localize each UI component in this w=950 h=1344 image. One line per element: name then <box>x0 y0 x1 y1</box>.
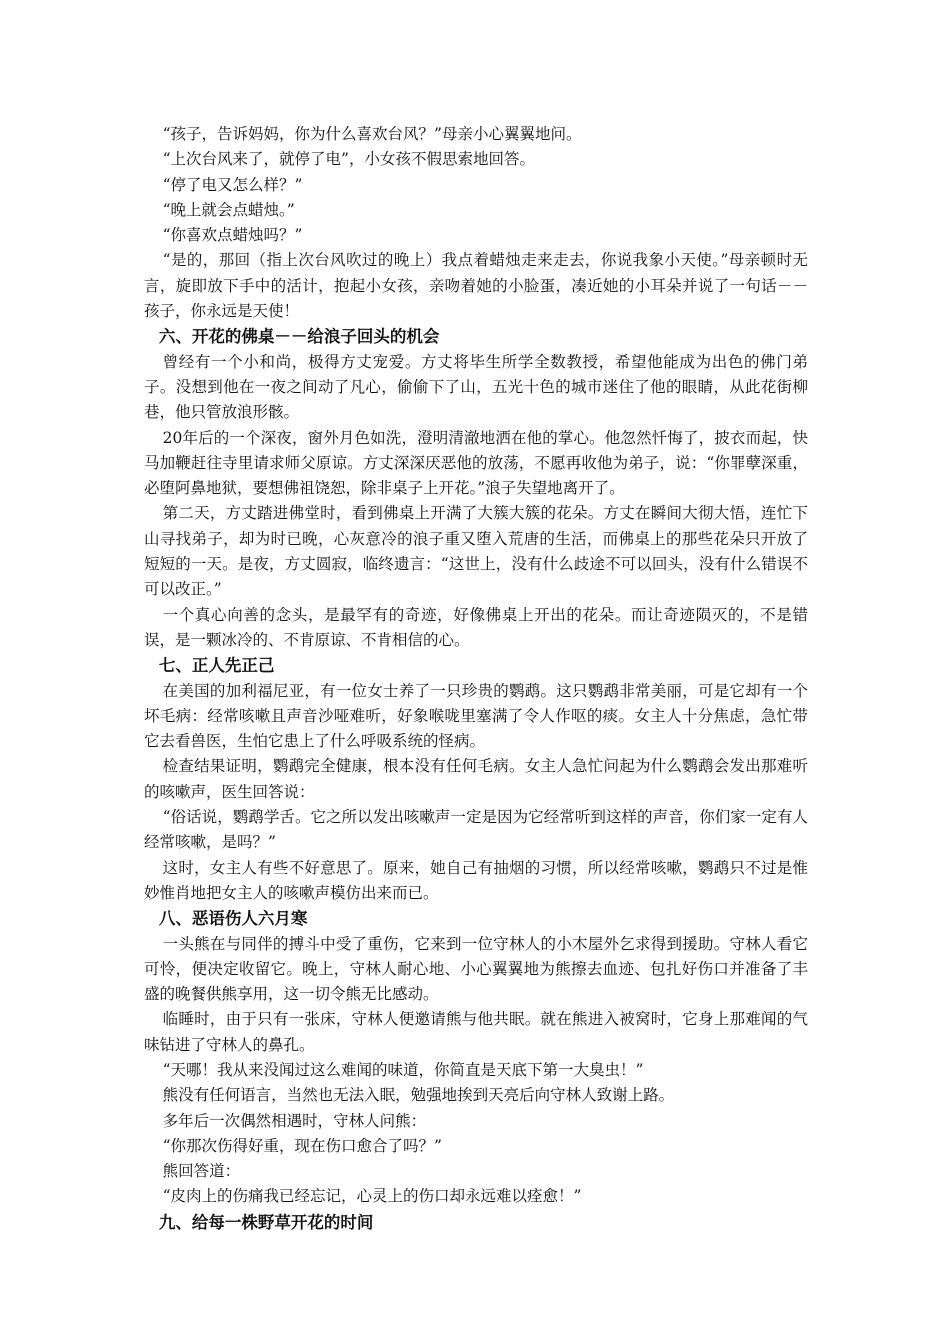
body-paragraph: “你喜欢点蜡烛吗？” <box>162 226 303 245</box>
body-paragraph: 20年后的一个深夜，窗外月色如洗，澄明清澈地洒在他的掌心。他忽然忏悔了，披衣而起，快马加鞭赶往寺里请求师父原谅。方丈深深厌恶他的放荡，不愿再收他为弟子，说：“你罪孽深重，必堕阿鼻地狱，要想佛祖饶恕，除非桌子上开花。”浪子失望地离开了。 <box>144 428 808 498</box>
section-heading: 六、开花的佛桌－－给浪子回头的机会 <box>158 327 440 347</box>
body-paragraph: 熊没有任何语言，当然也无法入眠，勉强地挨到天亮后向守林人致谢上路。 <box>162 1086 675 1105</box>
body-paragraph: 临睡时，由于只有一张床，守林人便邀请熊与他共眠。就在熊进入被窝时，它身上那难闻的气味钻进了守林人的鼻孔。 <box>144 1010 808 1054</box>
body-paragraph: 多年后一次偶然相遇时，守林人问熊： <box>162 1111 427 1130</box>
body-paragraph: “你那次伤得好重，现在伤口愈合了吗？” <box>162 1136 442 1155</box>
body-paragraph: “晚上就会点蜡烛。” <box>162 200 295 219</box>
body-paragraph: “天哪！我从来没闻过这么难闻的味道，你简直是天底下第一大臭虫！” <box>162 1060 644 1079</box>
body-paragraph: 曾经有一个小和尚，极得方丈宠爱。方丈将毕生所学全数教授，希望他能成为出色的佛门弟子。没想到他在一夜之间动了凡心，偷偷下了山，五光十色的城市迷住了他的眼睛，从此花街柳巷，他只管放浪形骸。 <box>144 352 808 422</box>
body-paragraph: “皮肉上的伤痛我已经忘记，心灵上的伤口却永远难以痊愈！” <box>162 1187 582 1206</box>
body-paragraph: “停了电又怎么样？” <box>162 175 303 194</box>
body-paragraph: 第二天，方丈踏进佛堂时，看到佛桌上开满了大簇大簇的花朵。方丈在瞬间大彻大悟，连忙下山寻找弟子，却为时已晚，心灰意冷的浪子重又堕入荒唐的生活，而佛桌上的那些花朵只开放了短短的一天。是夜，方丈圆寂，临终遗言：“这世上，没有什么歧途不可以回头，没有什么错误不可以改正。” <box>144 504 808 599</box>
body-paragraph: “孩子，告诉妈妈，你为什么喜欢台风？”母亲小心翼翼地问。 <box>162 125 582 143</box>
document-body <box>144 122 808 1235</box>
body-paragraph: “上次台风来了，就停了电”，小女孩不假思索地回答。 <box>162 150 535 169</box>
body-paragraph: 一个真心向善的念头，是最罕有的奇迹，好像佛桌上开出的花朵。而让奇迹陨灭的，不是错误，是一颗冰冷的、不肯原谅、不肯相信的心。 <box>144 605 808 649</box>
body-paragraph: 一头熊在与同伴的搏斗中受了重伤，它来到一位守林人的小木屋外乞求得到援助。守林人看它可怜，便决定收留它。晚上，守林人耐心地、小心翼翼地为熊擦去血迹、包扎好伤口并准备了丰盛的晚餐供熊享用，这一切令熊无比感动。 <box>144 934 808 1004</box>
body-paragraph: 在美国的加利福尼亚，有一位女士养了一只珍贵的鹦鹉。这只鹦鹉非常美丽，可是它却有一个坏毛病：经常咳嗽且声音沙哑难听，好象喉咙里塞满了令人作呕的痰。女主人十分焦虑，急忙带它去看兽医，生怕它患上了什么呼吸系统的怪病。 <box>144 681 808 751</box>
body-paragraph: “俗话说，鹦鹉学舌。它之所以发出咳嗽声一定是因为它经常听到这样的声音，你们家一定有人经常咳嗽，是吗？” <box>144 808 808 852</box>
section-heading: 九、给每一株野草开花的时间 <box>158 1212 374 1232</box>
body-paragraph: 检查结果证明，鹦鹉完全健康，根本没有任何毛病。女主人急忙问起为什么鹦鹉会发出那难听的咳嗽声，医生回答说： <box>144 757 808 801</box>
section-heading: 八、恶语伤人六月寒 <box>158 909 308 929</box>
body-paragraph: “是的，那回（指上次台风吹过的晚上）我点着蜡烛走来走去，你说我象小天使。”母亲顿时无言，旋即放下手中的活计，抱起小女孩，亲吻着她的小脸蛋，凑近她的小耳朵并说了一句话－－孩子，你永远是天使！ <box>144 251 808 321</box>
body-paragraph: 这时，女主人有些不好意思了。原来，她自己有抽烟的习惯，所以经常咳嗽，鹦鹉只不过是惟妙惟肖地把女主人的咳嗽声模仿出来而已。 <box>144 858 808 902</box>
body-paragraph: 熊回答道： <box>162 1162 241 1181</box>
section-heading: 七、正人先正己 <box>158 656 275 676</box>
